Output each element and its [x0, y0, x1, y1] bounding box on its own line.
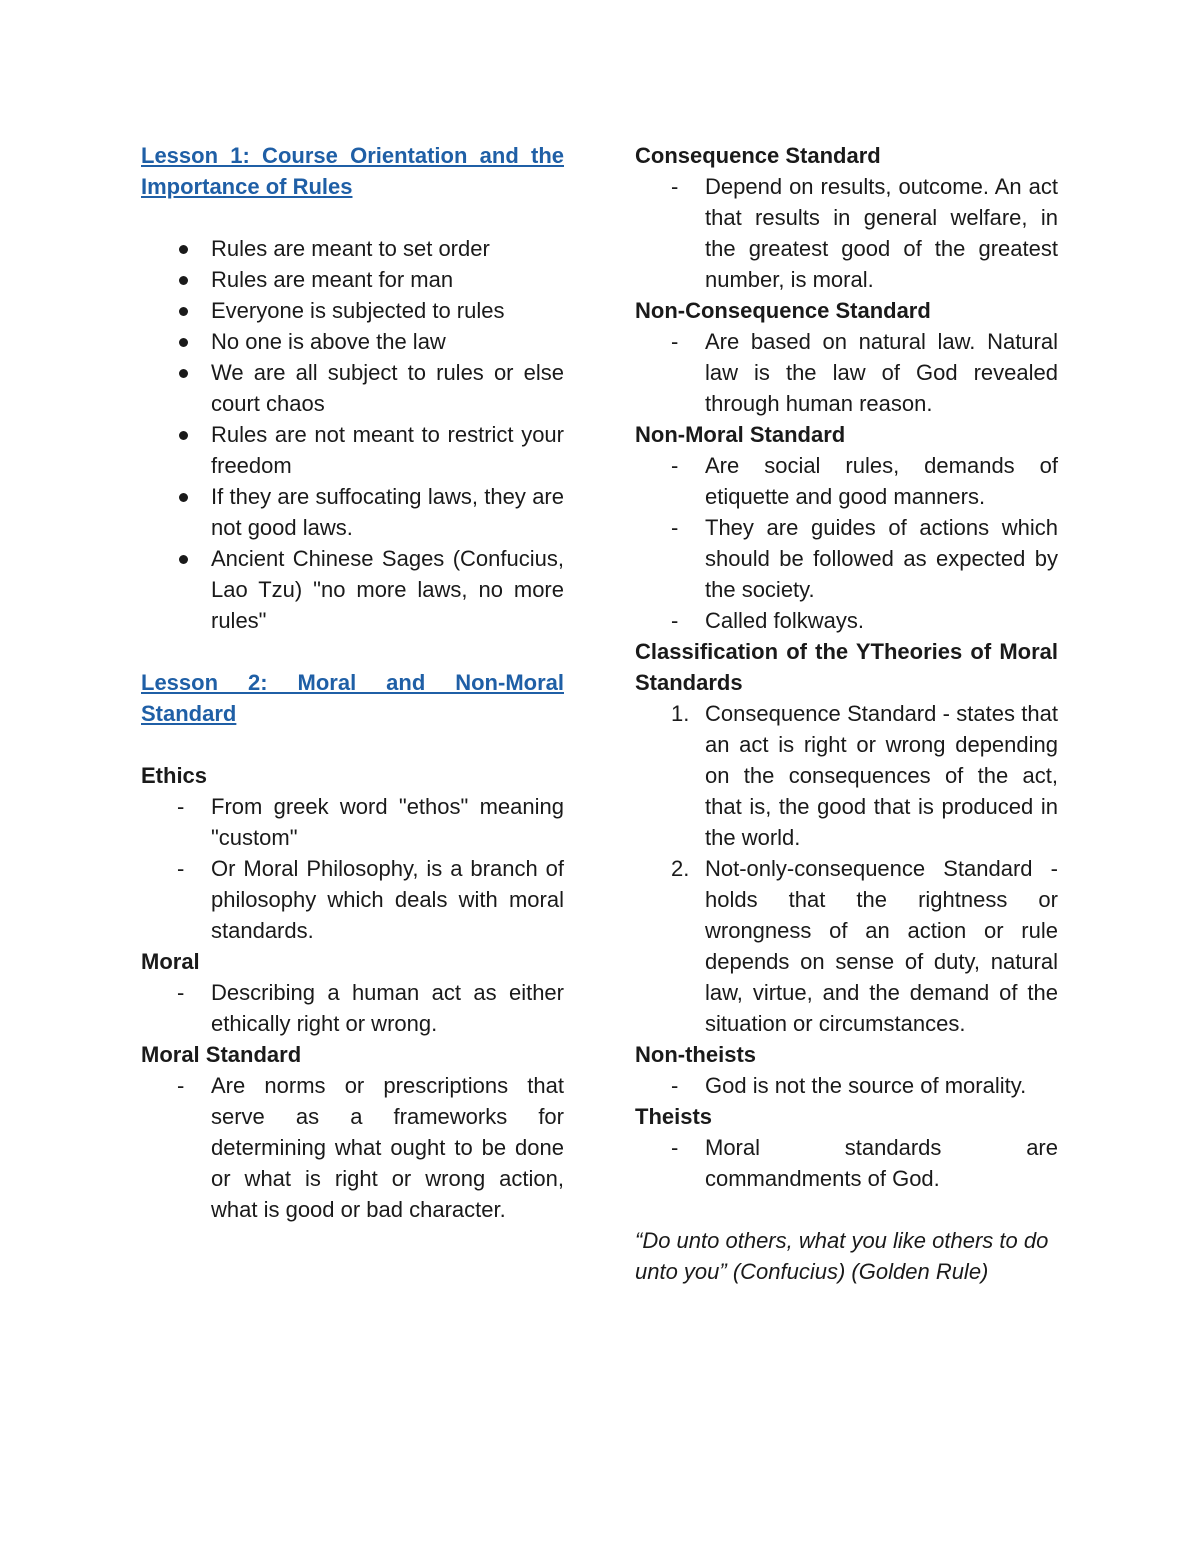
list-item-text: Consequence Standard - states that an act is right or wrong depending on the consequences of the act, that is, the good that is produced in the world. [705, 701, 1058, 850]
list-item-text: Not-only-consequence Standard - holds that the rightness or wrongness of an action or rule depends on sense of duty, natural law, virtue, and the demand of the situation or circumstances. [705, 856, 1058, 1036]
list-item: If they are suffocating laws, they are not good laws. [141, 481, 564, 543]
list-item: - Or Moral Philosophy, is a branch of philosophy which deals with moral standards. [141, 853, 564, 946]
lesson-2-title-line2: Standard [141, 701, 237, 726]
list-item: No one is above the law [141, 326, 564, 357]
list-item: Ancient Chinese Sages (Confucius, Lao Tzu) "no more laws, no more rules" [141, 543, 564, 636]
non-consequence-list [635, 326, 1058, 419]
left-column [141, 140, 564, 1225]
classification-heading: Classification of the YTheories of Moral Standards [635, 639, 1058, 695]
list-number: 2. [671, 856, 690, 881]
list-item [635, 698, 1058, 853]
non-theists-list [635, 1070, 1058, 1101]
list-item: - Are social rules, demands of etiquette and good manners. [635, 450, 1058, 512]
list-item: Rules are not meant to restrict your freedom [141, 419, 564, 481]
list-item: - Moral standards are commandments of God. [635, 1132, 1058, 1194]
classification-list [635, 698, 1058, 1039]
moral-standard-list [141, 1070, 564, 1225]
list-item [635, 853, 1058, 1039]
list-item: - Are based on natural law. Natural law is the law of God revealed through human reason. [635, 326, 1058, 419]
list-item: We are all subject to rules or else court chaos [141, 357, 564, 419]
list-item: - Called folkways. [635, 605, 1058, 636]
theists-list [635, 1132, 1058, 1194]
consequence-list [635, 171, 1058, 295]
list-item: - From greek word "ethos" meaning "custom" [141, 791, 564, 853]
right-column [635, 140, 1058, 1287]
list-number: 1. [671, 701, 690, 726]
theists-heading: Theists [635, 1104, 713, 1129]
golden-rule-quote: “Do unto others, what you like others to do unto you” (Confucius) (Golden Rule) [635, 1228, 1049, 1284]
list-item: Rules are meant for man [141, 264, 564, 295]
non-moral-heading: Non-Moral Standard [635, 422, 846, 447]
moral-standard-heading: Moral Standard [141, 1042, 302, 1067]
list-item: - Describing a human act as either ethically right or wrong. [141, 977, 564, 1039]
list-item: - God is not the source of morality. [635, 1070, 1058, 1101]
non-theists-heading: Non-theists [635, 1042, 756, 1067]
ethics-heading: Ethics [141, 763, 208, 788]
consequence-heading: Consequence Standard [635, 143, 881, 168]
list-item: Rules are meant to set order [141, 233, 564, 264]
non-moral-list [635, 450, 1058, 636]
moral-heading: Moral [141, 949, 200, 974]
list-item: - Are norms or prescriptions that serve as a frameworks for determining what ought to be done or what is right or wrong action, what is good or bad character. [141, 1070, 564, 1225]
ethics-list [141, 791, 564, 946]
list-item: - They are guides of actions which should be followed as expected by the society. [635, 512, 1058, 605]
lesson-1-title: Lesson 1: Course Orientation and the Importance of Rules [141, 143, 564, 199]
moral-list [141, 977, 564, 1039]
list-item: - Depend on results, outcome. An act that results in general welfare, in the greatest good of the greatest number, is moral. [635, 171, 1058, 295]
list-item: Everyone is subjected to rules [141, 295, 564, 326]
lesson-2-title-line1: Lesson 2: Moral and Non-Moral [141, 670, 564, 695]
lesson-1-rules-list [141, 233, 564, 636]
non-consequence-heading: Non-Consequence Standard [635, 298, 931, 323]
